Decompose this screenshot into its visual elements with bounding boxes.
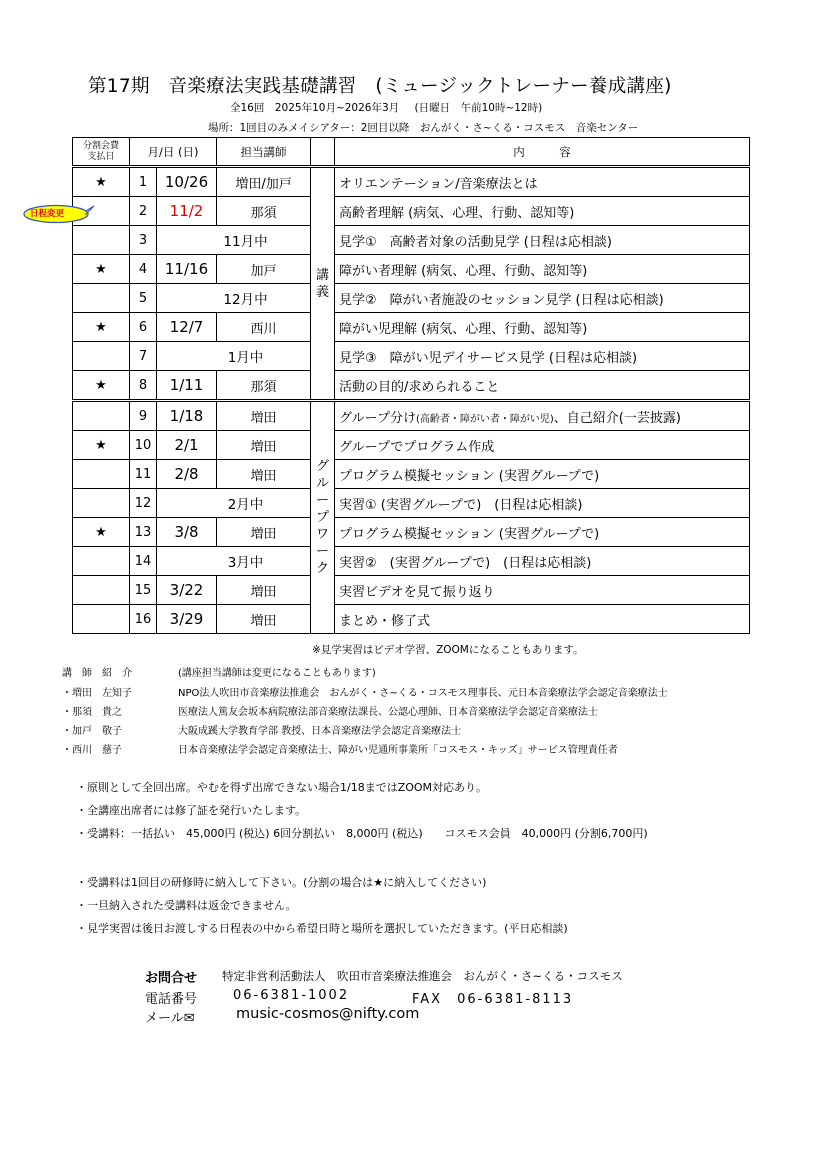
session-date: 1/11 — [157, 371, 217, 401]
session-content: 活動の目的/求められること — [335, 371, 750, 401]
policy-bullet: ・見学実習は後日お渡しする日程表の中から希望日時と場所を選択していただきます。(平日応相談) — [76, 922, 568, 935]
schedule-row — [73, 313, 750, 342]
schedule-header-row — [73, 138, 750, 167]
course-schedule-summary: 全16回 2025年10月~2026年3月 (日曜日 午前10時~12時) — [230, 102, 543, 114]
session-number: 8 — [130, 371, 157, 401]
schedule-row — [73, 197, 750, 226]
session-date: 1/18 — [157, 401, 217, 431]
session-content: 障がい者理解 (病気、心理、行動、認知等) — [335, 255, 750, 284]
header-payment-day: 分割会費 支払日 — [73, 138, 130, 167]
online-note: ※見学実習はビデオ学習、ZOOMになることもあります。 — [312, 644, 584, 656]
session-number: 10 — [130, 431, 157, 460]
session-month: 1月中 — [157, 342, 335, 371]
payment-star — [73, 460, 130, 489]
schedule-row — [73, 431, 750, 460]
session-date: 2/8 — [157, 460, 217, 489]
session-month: 11月中 — [157, 226, 335, 255]
session-number: 13 — [130, 518, 157, 547]
policy-bullet: ・一旦納入された受講料は返金できません。 — [76, 899, 297, 912]
payment-star — [73, 576, 130, 605]
payment-star: ★ — [73, 518, 130, 547]
session-teacher: 増田/加戸 — [217, 167, 311, 197]
session-date: 3/8 — [157, 518, 217, 547]
venue-line: 場所：1回目のみメイシアター：2回目以降 おんがく・さ~くる・コスモス 音楽センター — [208, 122, 639, 134]
session-date: 11/16 — [157, 255, 217, 284]
schedule-row — [73, 371, 750, 401]
schedule-table — [72, 137, 750, 634]
schedule-row — [73, 167, 750, 197]
payment-star: ★ — [73, 371, 130, 401]
payment-star: ★ — [73, 167, 130, 197]
fee-bullet: ・受講料：一括払い 45,000円 (税込) 6回分割払い 8,000円 (税込) コスモス会員 40,000円 (分割6,700円) — [76, 827, 648, 840]
contact-label: お問合せ — [145, 971, 198, 986]
session-number: 5 — [130, 284, 157, 313]
session-number: 2 — [130, 197, 157, 226]
header-teacher: 担当講師 — [217, 138, 311, 167]
instructor-desc: NPO法人吹田市音楽療法推進会 おんがく・さ~くる・コスモス理事長、元日本音楽療法学会認定音楽療法士 — [178, 688, 668, 699]
schedule-table-body — [73, 138, 750, 634]
schedule-row — [73, 255, 750, 284]
instructor-name: ・加戸 敬子 — [62, 726, 122, 737]
contact-organization: 特定非営利活動法人 吹田市音楽療法推進会 おんがく・さ~くる・コスモス — [222, 969, 623, 983]
session-month: 2月中 — [157, 489, 335, 518]
payment-star: ★ — [73, 431, 130, 460]
schedule-row — [73, 284, 750, 313]
session-number: 9 — [130, 401, 157, 431]
session-content: 見学② 障がい者施設のセッション見学 (日程は応相談) — [335, 284, 750, 313]
session-teacher: 那須 — [217, 371, 311, 401]
session-content: 見学① 高齢者対象の活動見学 (日程は応相談) — [335, 226, 750, 255]
phone-number: 06-6381-1002 — [233, 988, 350, 1003]
policy-bullet: ・全講座出席者には修了証を発行いたします。 — [76, 804, 307, 817]
session-teacher: 増田 — [217, 401, 311, 431]
phone-label: 電話番号 — [145, 992, 198, 1007]
session-number: 6 — [130, 313, 157, 342]
category-char: プ — [316, 510, 330, 525]
payment-star — [73, 489, 130, 518]
schedule-row — [73, 342, 750, 371]
session-number: 7 — [130, 342, 157, 371]
instructor-desc: 医療法人篤友会坂本病院療法部音楽療法課長、公認心理師、日本音楽療法学会認定音楽療法士 — [178, 707, 598, 718]
session-content: 実習② (実習グループで) (日程は応相談) — [335, 547, 750, 576]
session-teacher: 増田 — [217, 576, 311, 605]
policy-bullet: ・受講料は1回目の研修時に納入して下さい。(分割の場合は★に納入してください) — [76, 876, 487, 889]
session-content: 障がい児理解 (病気、心理、行動、認知等) — [335, 313, 750, 342]
category-char: ク — [316, 561, 330, 576]
email-address[interactable]: music-cosmos@nifty.com — [236, 1006, 420, 1022]
session-teacher: 増田 — [217, 460, 311, 489]
session-date: 2/1 — [157, 431, 217, 460]
schedule-row — [73, 460, 750, 489]
schedule-row — [73, 576, 750, 605]
session-date: 10/26 — [157, 167, 217, 197]
category-char: ワ — [316, 527, 330, 542]
session-teacher: 那須 — [217, 197, 311, 226]
session-number: 16 — [130, 605, 157, 634]
instructor-name: ・西川 慈子 — [62, 745, 122, 756]
schedule-row — [73, 605, 750, 634]
session-number: 14 — [130, 547, 157, 576]
header-content: 内 容 — [335, 138, 750, 167]
instructors-heading-note: (講座担当講師は変更になることもあります) — [178, 668, 376, 679]
session-number: 3 — [130, 226, 157, 255]
header-date: 月/日 (日) — [130, 138, 217, 167]
session-content: グループでプログラム作成 — [335, 431, 750, 460]
payment-star: ★ — [73, 313, 130, 342]
session-number: 1 — [130, 167, 157, 197]
schedule-row — [73, 401, 750, 431]
session-content: プログラム模擬セッション (実習グループで) — [335, 518, 750, 547]
session-teacher: 増田 — [217, 605, 311, 634]
category-char: 義 — [316, 284, 330, 300]
payment-star — [73, 401, 130, 431]
schedule-row — [73, 226, 750, 255]
category-char: ル — [316, 476, 330, 491]
session-content: プログラム模擬セッション (実習グループで) — [335, 460, 750, 489]
session-date: 11/2 — [157, 197, 217, 226]
fax-number: FAX 06-6381-8113 — [412, 992, 574, 1007]
schedule-row — [73, 489, 750, 518]
email-label: メール✉ — [145, 1011, 195, 1026]
category-char: 講 — [316, 267, 330, 283]
payment-star — [73, 226, 130, 255]
session-content: 高齢者理解 (病気、心理、行動、認知等) — [335, 197, 750, 226]
header-category — [311, 138, 335, 167]
session-teacher: 増田 — [217, 518, 311, 547]
session-date: 3/29 — [157, 605, 217, 634]
schedule-row — [73, 547, 750, 576]
session-number: 15 — [130, 576, 157, 605]
session-date: 12/7 — [157, 313, 217, 342]
session-content: 実習① (実習グループで) (日程は応相談) — [335, 489, 750, 518]
payment-star — [73, 284, 130, 313]
session-number: 12 — [130, 489, 157, 518]
session-date: 3/22 — [157, 576, 217, 605]
session-content: まとめ・修了式 — [335, 605, 750, 634]
session-teacher: 増田 — [217, 431, 311, 460]
session-teacher: 西川 — [217, 313, 311, 342]
instructor-desc: 日本音楽療法学会認定音楽療法士、障がい児通所事業所「コスモス・キッズ」サービス管理責任者 — [178, 745, 618, 756]
schedule-row — [73, 518, 750, 547]
page-title: 第17期 音楽療法実践基礎講習 (ミュージックトレーナー養成講座) — [88, 76, 672, 97]
session-content: グループ分け(高齢者・障がい者・障がい児)、自己紹介(一芸披露) — [335, 401, 750, 431]
session-content: 実習ビデオを見て振り返り — [335, 576, 750, 605]
date-change-label: 日程変更 — [30, 209, 65, 219]
category-char: ー — [316, 544, 330, 559]
instructor-name: ・那須 貴之 — [62, 707, 122, 718]
session-teacher: 加戸 — [217, 255, 311, 284]
instructor-name: ・増田 左知子 — [62, 688, 132, 699]
payment-star — [73, 605, 130, 634]
session-number: 4 — [130, 255, 157, 284]
session-content: 見学③ 障がい児デイサービス見学 (日程は応相談) — [335, 342, 750, 371]
payment-star — [73, 342, 130, 371]
instructor-desc: 大阪成蹊大学教育学部 教授、日本音楽療法学会認定音楽療法士 — [178, 726, 462, 737]
session-month: 3月中 — [157, 547, 335, 576]
category-char: グ — [316, 459, 330, 474]
session-number: 11 — [130, 460, 157, 489]
category-char: ー — [316, 493, 330, 508]
payment-star — [73, 547, 130, 576]
payment-star: ★ — [73, 255, 130, 284]
instructors-heading: 講 師 紹 介 — [62, 668, 132, 679]
session-month: 12月中 — [157, 284, 335, 313]
session-content: オリエンテーション/音楽療法とは — [335, 167, 750, 197]
policy-bullet: ・原則として全回出席。やむを得ず出席できない場合1/18まではZOOM対応あり。 — [76, 781, 488, 794]
